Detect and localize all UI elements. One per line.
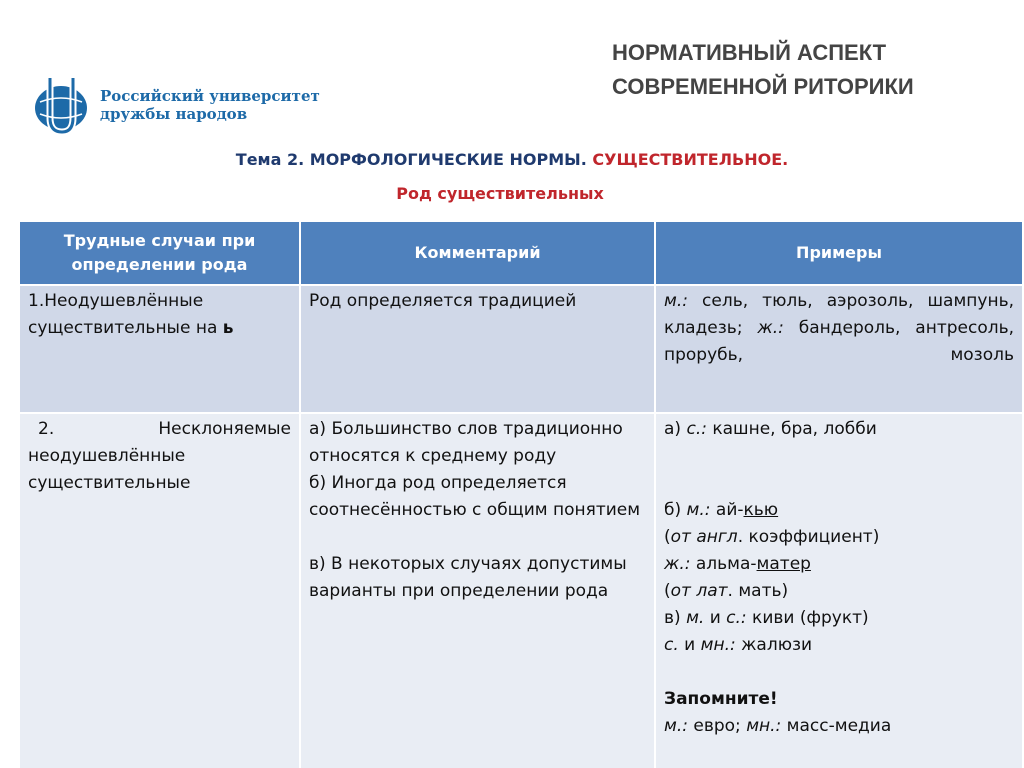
comment-cell: Род определяется традицией [300, 285, 655, 413]
text-segment: евро; [687, 716, 747, 736]
case-cell [20, 285, 300, 413]
text-segment: а) [664, 419, 687, 439]
example-line [664, 632, 1014, 659]
comment-b: б) Иногда род определяется соотнесённостью с общим понятием [309, 473, 641, 520]
text-segment: киви (фрукт) [746, 608, 869, 628]
text-segment: м.: [664, 716, 688, 736]
comment-cell [300, 413, 655, 768]
case-text: Несклоняемые [158, 419, 291, 439]
text-segment: б) [664, 500, 687, 520]
text-segment: мн.: [700, 635, 736, 655]
topic-part: СУЩЕСТВИТЕЛЬНОЕ. [592, 150, 789, 169]
examples-cell [655, 413, 1023, 768]
words: бандероль, антресоль, прорубь, мозоль [664, 318, 1015, 365]
text-segment: м.: [686, 500, 711, 520]
examples-cell [655, 285, 1023, 413]
globe-logo-icon [32, 72, 90, 138]
topic-part: Тема 2. МОРФОЛОГИЧЕСКИЕ НОРМЫ. [235, 150, 593, 169]
slide-title [612, 36, 914, 104]
example-line [664, 551, 1014, 578]
text-segment: ай- [710, 500, 744, 520]
text-segment: с.: [686, 419, 707, 439]
table-row [20, 413, 1023, 768]
example-line [664, 713, 1014, 740]
comment-c: в) В некоторых случаях допустимы варианты при определении рода [309, 554, 627, 601]
text-segment: матер [756, 554, 811, 574]
text-segment: масс-медиа [781, 716, 892, 736]
example-line [664, 578, 1014, 605]
logo-line: дружбы народов [100, 105, 248, 123]
gender-table [20, 222, 1024, 768]
column-header: Комментарий [300, 222, 655, 285]
text-segment: с.: [726, 608, 747, 628]
text-segment: ж.: [664, 554, 691, 574]
remember-label [664, 686, 1014, 713]
gender-label: ж.: [757, 318, 784, 338]
subtitle: Род существительных [396, 184, 604, 203]
text-segment: альма- [690, 554, 757, 574]
text-segment: Запомните! [664, 689, 778, 709]
university-logo [32, 72, 320, 138]
title-line: СОВРЕМЕННОЙ РИТОРИКИ [612, 74, 914, 99]
text-segment: мн.: [746, 716, 782, 736]
example-line [664, 605, 1014, 632]
text-segment: и [704, 608, 727, 628]
topic-heading [0, 150, 1024, 169]
text-segment: жалюзи [735, 635, 813, 655]
case-letter: ь [222, 318, 234, 338]
column-header: Примеры [655, 222, 1023, 285]
example-line [664, 524, 1014, 551]
comment-a: а) Большинство слов традиционно относятся к среднему роду [309, 419, 623, 466]
text-segment: с. [664, 635, 679, 655]
text-segment: . коэффициент) [737, 527, 880, 547]
text-segment: ( [664, 527, 671, 547]
case-text: 1.Неодушевлённые существительные на [28, 291, 223, 338]
example-line [664, 416, 1014, 443]
text-segment: м. [686, 608, 705, 628]
column-header: Трудные случаи при определении рода [20, 222, 300, 285]
text-segment: . мать) [727, 581, 789, 601]
text-segment: в) [664, 608, 687, 628]
text-segment: и [678, 635, 701, 655]
example-line [664, 497, 1014, 524]
case-number: 2. [38, 419, 55, 439]
text-segment: ( [664, 581, 671, 601]
title-line: НОРМАТИВНЫЙ АСПЕКТ [612, 40, 887, 65]
case-text: неодушевлённые существительные [28, 446, 191, 493]
gender-label: м.: [664, 291, 688, 311]
words: сель, тюль, аэрозоль, шампунь, кладезь; [664, 291, 1014, 338]
text-segment: от лат [670, 581, 728, 601]
table-header [20, 222, 1023, 285]
logo-line: Российский университет [100, 87, 320, 105]
table-row [20, 285, 1023, 413]
case-cell [20, 413, 300, 768]
text-segment: от англ [670, 527, 738, 547]
text-segment: кашне, бра, лобби [706, 419, 877, 439]
text-segment: кью [743, 500, 779, 520]
